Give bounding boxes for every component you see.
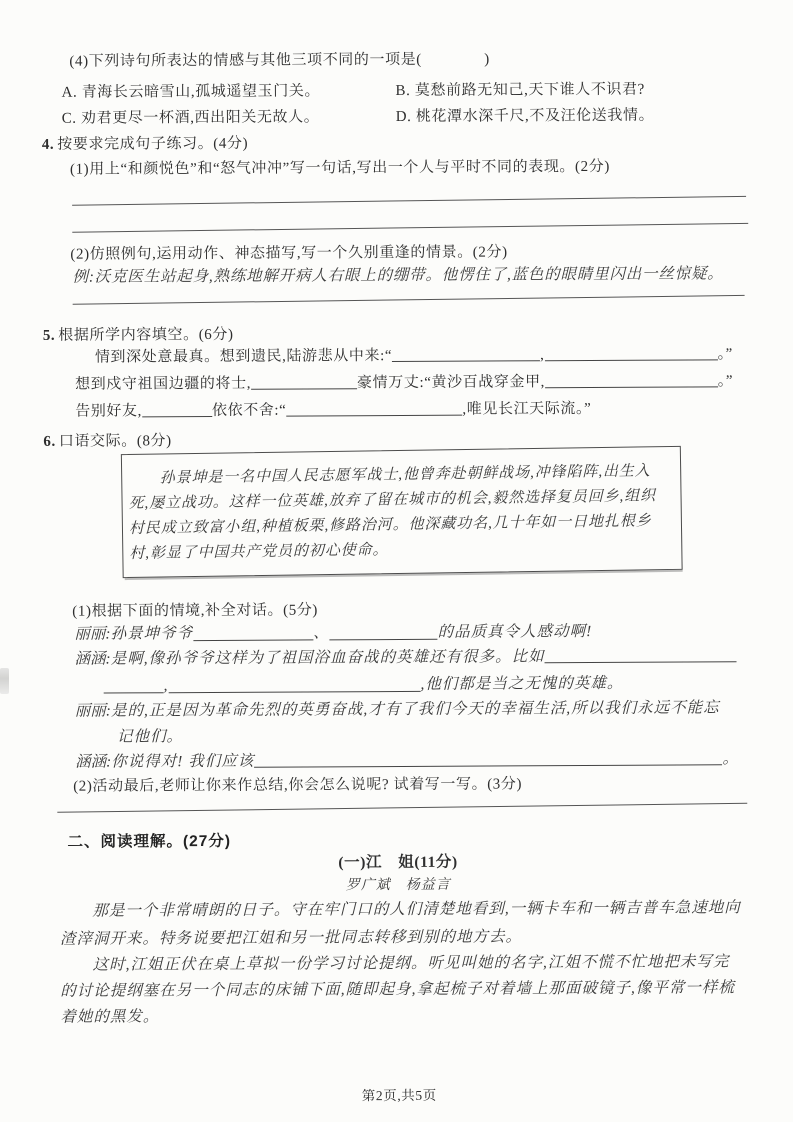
passage-paragraph-2: 这时,江姐正伏在桌上草拟一份学习讨论提纲。听见叫她的名字,江姐不慌不忙地把未写完的讨论提纲塞在另一个同志的床铺下面,随即起身,拿起梳子对着墙上那面破镜子,像平常一样梳着她的黑发。 [60,953,735,1026]
dialogue-text: 的品质真令人感动啊! [437,622,593,641]
question-6-sub1: (1)根据下面的情境,补全对话。(5分) [72,602,319,620]
fill-in-blank [168,679,420,693]
question-6-text: 口语交际。(8分) [58,433,172,450]
question-5-number: 5. [42,327,56,344]
dialogue-lili-2 [75,695,720,720]
dialogue-end-period: 。 [722,750,740,768]
passage-title: (一)江 姐(11分) [338,853,458,872]
dialogue-hanhan-1 [74,643,736,668]
question-4-example: 例:沃克医生站起身,熟练地解开病人右眼上的绷带。他愣住了,蓝色的眼睛里闪出一丝惊疑。 [72,265,724,286]
question-4-sub1: (1)用上“和颜悦色”和“怒气冲冲”写一句话,写出一个人与平时不同的表现。(2分) [69,158,610,178]
question-5-line3 [75,397,591,421]
line1-comma: , [540,347,545,364]
line2-text: 想到戍守祖国边疆的将士, [75,375,252,393]
question-5-line1 [95,342,733,366]
context-info-box [121,446,683,578]
fill-in-blank [251,388,357,390]
section-2-title: 二、阅读理解。(27分) [67,832,232,851]
dialogue-lili-1 [74,619,592,644]
dialogue-text: 是啊,像孙爷爷这样为了祖国浴血奋战的英雄还有很多。比如 [110,648,545,668]
fill-in-blank [330,627,438,641]
speaker-name: 涵涵: [74,650,111,668]
option-d: D. 桃花潭水深千尺,不及汪伦送我情。 [395,107,655,125]
fill-in-blank [392,360,540,362]
dialogue-separator: , [163,677,169,695]
info-box-text: 孙景坤是一名中国人民志愿军战士,他曾奔赴朝鲜战场,冲锋陷阵,出生入死,屡立战功。这样一位英雄,放弃了留在城市的机会,毅然选择复员回乡,组织村民成立致富小组,种植板栗,修路治河。他深藏功名,几十年如一日地扎根乡村,彰显了中国共产党员的初心使命。 [128,463,657,563]
answer-line [57,803,747,813]
question-prev-sub4-stem: (4)下列诗句所表达的情感与其他三项不同的一项是( ) [69,51,490,70]
question-4-number: 4. [41,136,55,153]
fill-in-blank [545,386,718,388]
dialogue-text: 是的,正是因为革命先烈的英勇奋战,才有了我们今天的幸福生活,所以我们永远不能忘 [110,699,720,720]
passage-paragraph-1: 那是一个非常晴朗的日子。守在牢门口的人们清楚地看到,一辆卡车和一辆吉普车急速地向渣滓洞开来。特务说要把江姐和另一批同志转移到别的地方去。 [59,899,741,948]
question-6-stem [43,429,171,451]
question-4-sub2: (2)仿照例句,运用动作、神态描写,写一个久别重逢的情景。(2分) [70,244,508,263]
dialogue-separator: 、 [313,624,330,642]
fill-in-blank [193,627,313,641]
question-4-text: 按要求完成句子练习。(4分) [57,135,249,153]
answer-line [72,223,748,233]
option-a: A. 青海长云暗雪山,孤城遥望玉门关。 [61,83,321,101]
line1-end: 。” [717,346,733,363]
fill-in-blank [254,764,722,767]
dialogue-text: ,他们都是当之无愧的英雄。 [420,674,624,693]
question-5-text: 根据所学内容填空。(6分) [58,326,234,344]
fill-in-blank [104,680,164,693]
line3-end: ,唯见长江天际流。” [462,400,592,418]
fill-in-blank [544,359,717,361]
question-4-stem [42,132,248,154]
answer-line [73,295,745,305]
line3-text2: 依依不舍:“ [211,402,287,419]
speaker-name: 涵涵: [75,753,112,771]
dialogue-hanhan-2 [75,746,739,771]
question-6-number: 6. [43,433,56,450]
line1-text: 情到深处意最真。想到遗民,陆游悲从中来:“ [94,348,393,366]
speaker-name: 丽丽: [74,625,111,643]
fill-in-blank [142,416,212,417]
passage-authors: 罗广斌 杨益言 [345,877,451,894]
line3-text: 告别好友, [75,403,143,420]
dialogue-lili-2-cont: 记他们。 [116,728,183,746]
dialogue-text: 你说得对! 我们应该 [111,752,255,771]
option-b: B. 莫愁前路无知己,天下谁人不识君? [395,81,645,99]
line2-end: 。” [717,373,734,390]
question-5-stem [43,323,234,345]
question-6-sub2: (2)活动最后,老师让你来作总结,你会怎么说呢? 试着写一写。(3分) [73,776,523,795]
question-5-line2 [75,369,733,393]
option-c: C. 劝君更尽一杯酒,西出阳关无故人。 [61,109,320,127]
page-number-footer: 第2页,共5页 [361,1087,437,1104]
dialogue-text: 孙景坤爷爷 [110,625,194,643]
fill-in-blank [286,415,462,417]
dialogue-hanhan-1-cont [104,671,624,696]
line2-text2: 豪情万丈:“黄沙百战穿金甲, [356,374,546,392]
speaker-name: 丽丽: [74,702,111,720]
answer-line [72,196,746,206]
fill-in-blank [545,661,737,663]
